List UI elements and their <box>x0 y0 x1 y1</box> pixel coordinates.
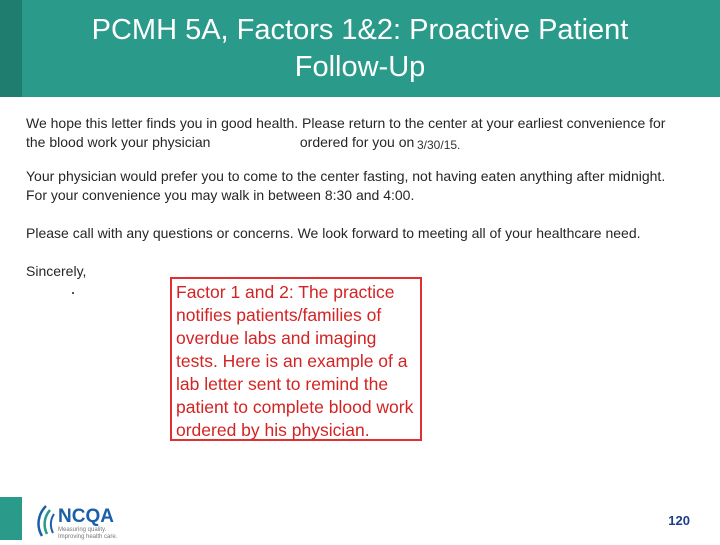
page-number: 120 <box>668 513 690 528</box>
slide-title-line-1: PCMH 5A, Factors 1&2: Proactive Patient <box>91 14 629 46</box>
logo-tagline-1: Measuring quality. <box>58 527 107 533</box>
letter-paragraph-2 <box>26 167 706 205</box>
letter-date: 3/30/15. <box>417 138 461 152</box>
letter-line-4: For your convenience you may walk in between 8:30 and 4:00. <box>26 187 415 203</box>
slide-title-line-2: Follow-Up <box>294 51 426 83</box>
ncqa-logo-icon <box>34 500 134 540</box>
letter-line-1: We hope this letter finds you in good health. Please return to the center at your earliest convenience for <box>26 115 666 131</box>
letter-paragraph-3: Please call with any questions or concerns. We look forward to meeting all of your healthcare need. <box>26 225 641 241</box>
factor-callout-box <box>170 277 422 441</box>
logo-wordmark: NCQA <box>58 506 114 527</box>
slide-title <box>30 12 690 86</box>
ncqa-logo <box>34 500 134 540</box>
title-bar-accent <box>0 0 22 97</box>
factor-callout-text: Factor 1 and 2: The practice notifies patients/families of overdue labs and imaging tests. Here is an example of a lab letter sent to remind the patient to complete blood work ordered by his physician. <box>176 282 414 440</box>
letter-closing: Sincerely, <box>26 263 87 279</box>
letter-line-3: Your physician would prefer you to come to the center fasting, not having eaten anything after midnight. <box>26 168 666 184</box>
letter-paragraph-1 <box>26 114 706 152</box>
footer-accent-bar <box>0 497 22 540</box>
logo-tagline-2: Improving health care. <box>58 534 118 540</box>
scan-speck <box>72 292 74 294</box>
letter-line-2: the blood work your physician ordered for you on <box>26 134 415 150</box>
title-bar <box>0 0 720 97</box>
letter-scan <box>0 100 720 280</box>
